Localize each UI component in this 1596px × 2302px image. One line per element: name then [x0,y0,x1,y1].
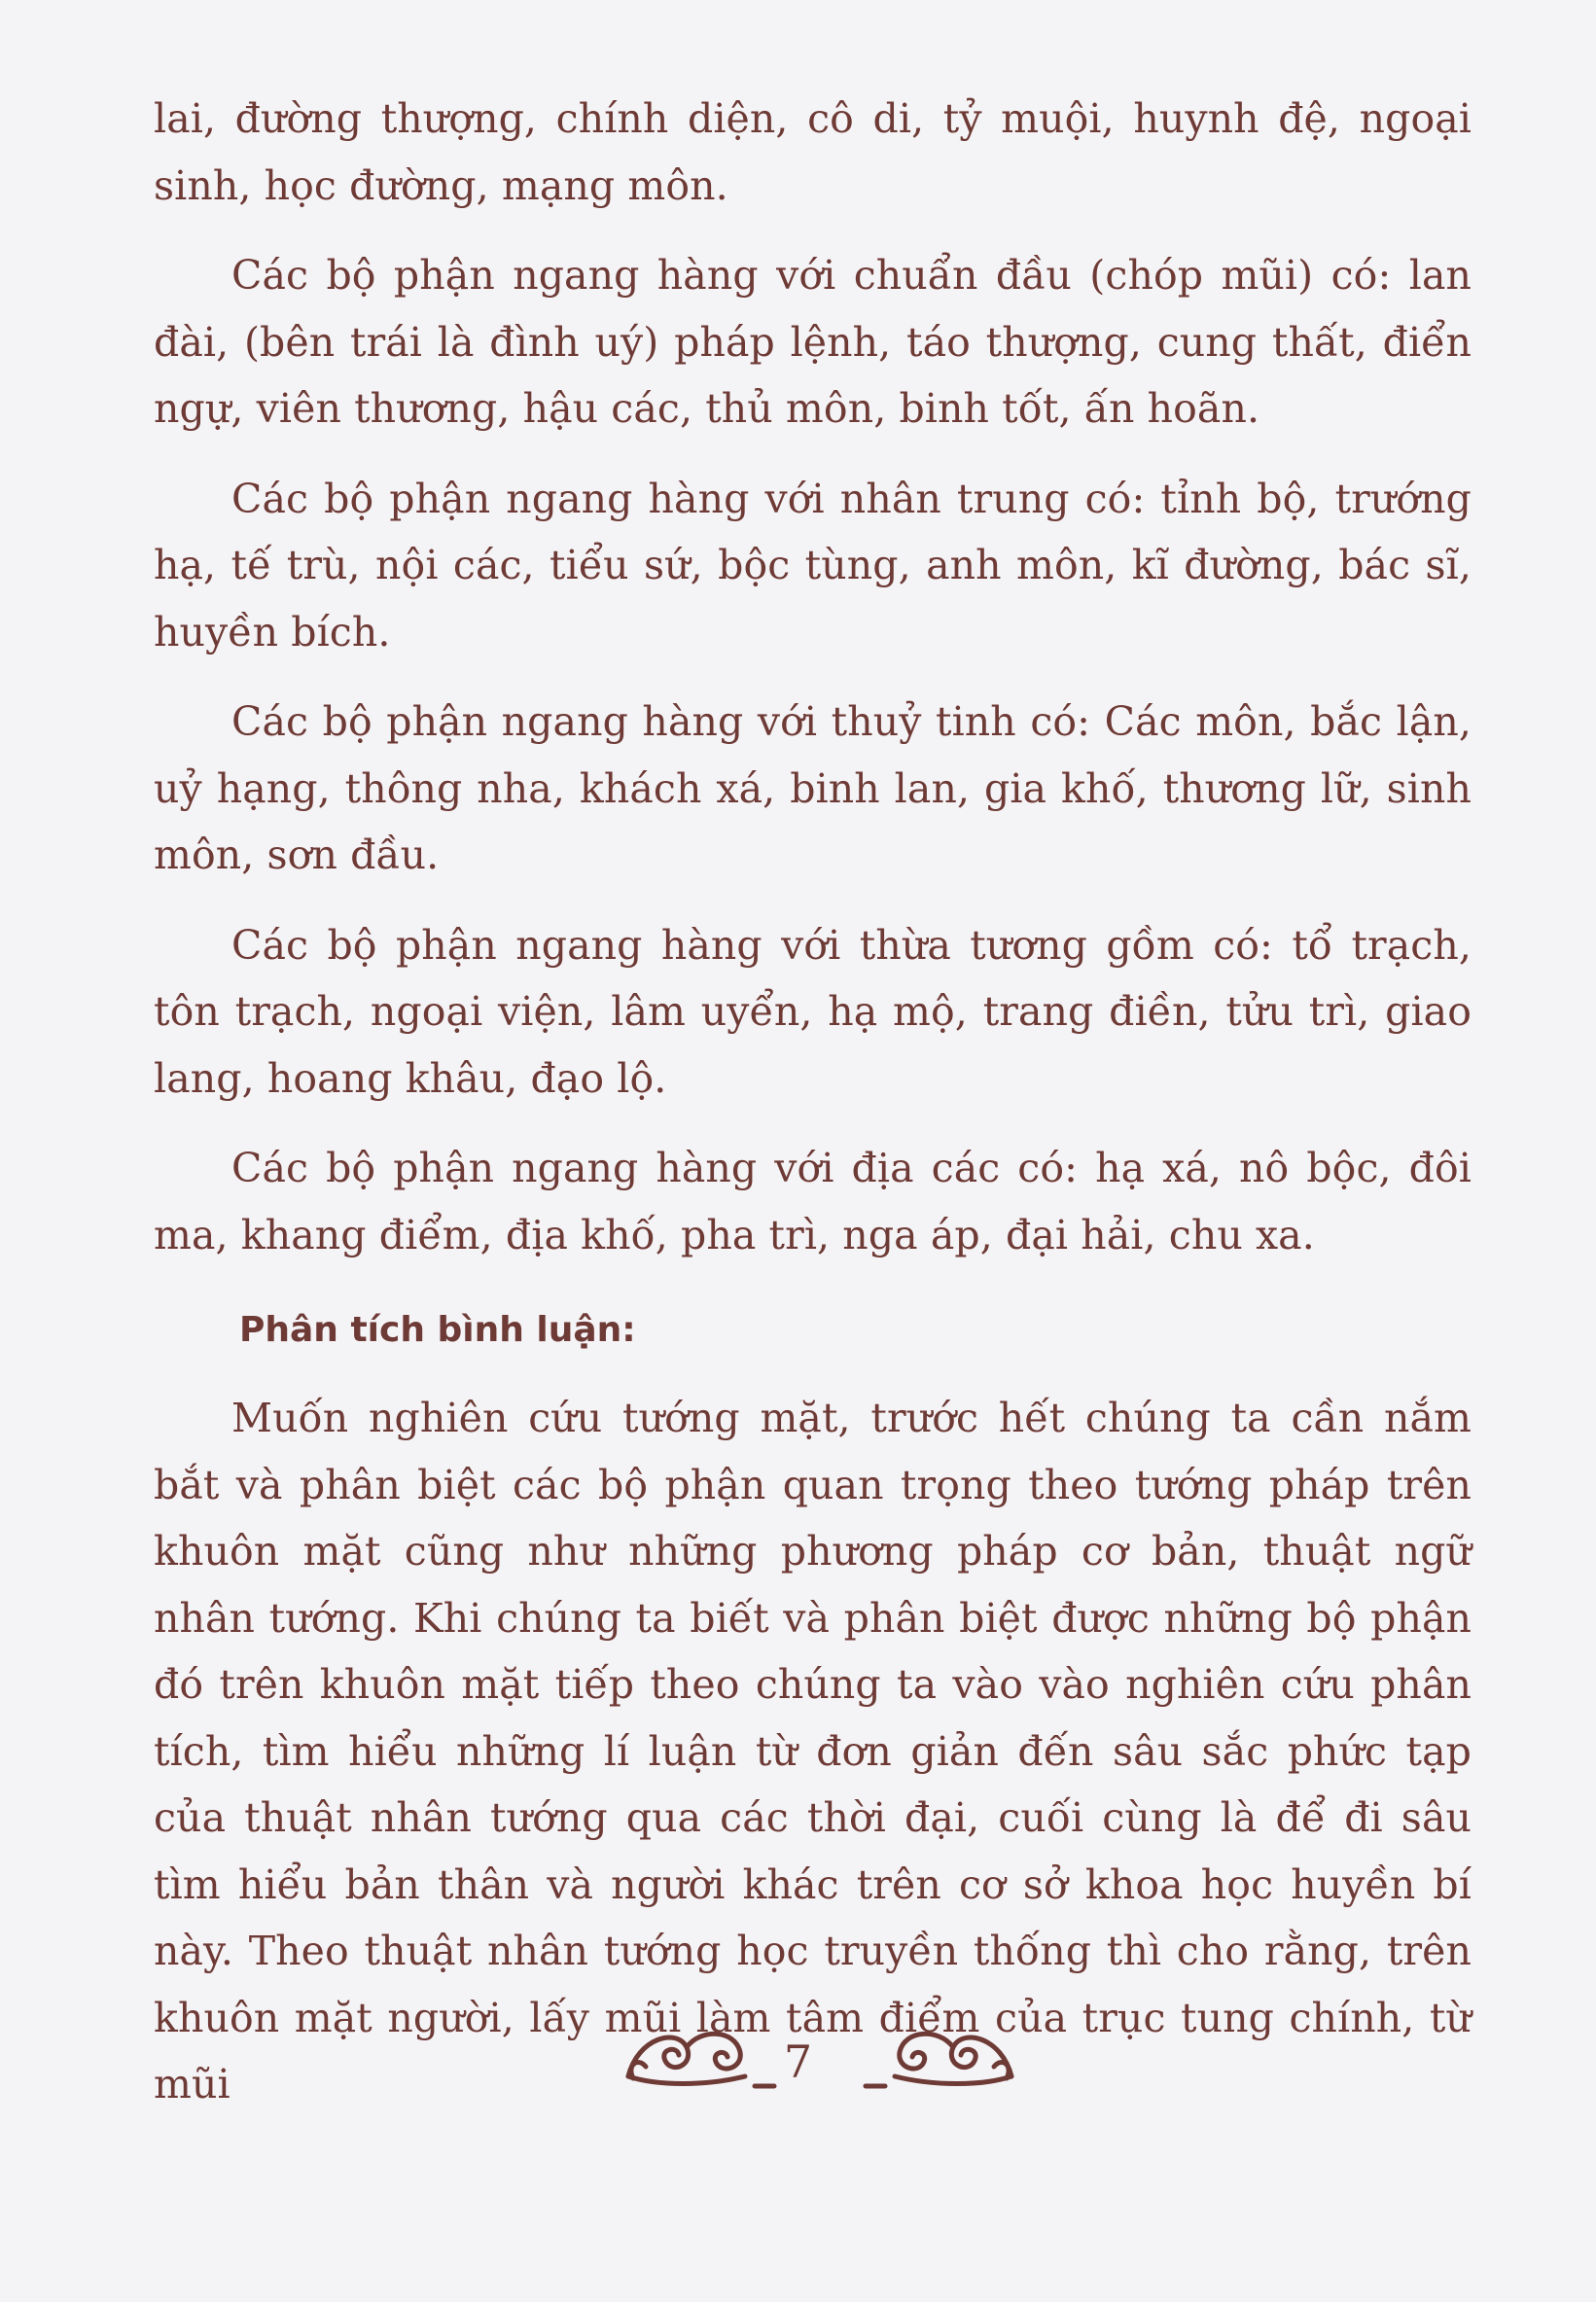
paragraph-4: Các bộ phận ngang hàng với thuỷ tinh có: Các môn, bắc lận, uỷ hạng, thông nha, khách xá, binh lan, gia khố, thương lữ, sinh môn, sơn đầu. [154,698,1472,878]
section-heading: Phân tích bình luận: [239,1310,636,1350]
paragraph-5: Các bộ phận ngang hàng với thừa tương gồm có: tổ trạch, tôn trạch, ngoại viện, lâm uyển, hạ mộ, trang điền, tửu trì, giao lang, hoang khâu, đạo lộ. [154,921,1472,1102]
page-footer [0,2018,1596,2125]
page-number: 7 [783,2036,813,2088]
paragraph-6: Các bộ phận ngang hàng với địa các có: hạ xá, nô bộc, đôi ma, khang điểm, địa khố, pha trì, nga áp, đại hải, chu xa. [154,1145,1472,1258]
body-paragraph: Muốn nghiên cứu tướng mặt, trước hết chúng ta cần nắm bắt và phân biệt các bộ phận quan trọng theo tướng pháp trên khuôn mặt cũng như những phương pháp cơ bản, thuật ngữ nhân tướng. Khi chúng ta biết và phân biệt được những bộ phận đó trên khuôn mặt tiếp theo chúng ta vào vào nghiên cứu phân tích, tìm hiểu những lí luận từ đơn giản đến sâu sắc phức tạp của thuật nhân tướng qua các thời đại, cuối cùng là để đi sâu tìm hiểu bản thân và người khác trên cơ sở khoa học huyền bí này. Theo thuật nhân tướng học truyền thống thì cho rằng, trên khuôn mặt người, lấy mũi làm tâm điểm của trục tung chính, từ mũi [154,1395,1472,2107]
paragraph-1: lai, đường thượng, chính diện, cô di, tỷ muội, huynh đệ, ngoại sinh, học đường, mạng môn. [154,95,1472,209]
scroll-ornament-right-icon [856,2018,1021,2096]
paragraph-2: Các bộ phận ngang hàng với chuẩn đầu (chóp mũi) có: lan đài, (bên trái là đình uý) pháp lệnh, táo thượng, cung thất, điển ngự, viên thương, hậu các, thủ môn, binh tốt, ấn hoãn. [154,252,1472,432]
page-content [154,86,1472,2142]
paragraph-3: Các bộ phận ngang hàng với nhân trung có: tỉnh bộ, trướng hạ, tế trù, nội các, tiểu sứ, bộc tùng, anh môn, kĩ đường, bác sĩ, huyền bích. [154,475,1472,655]
